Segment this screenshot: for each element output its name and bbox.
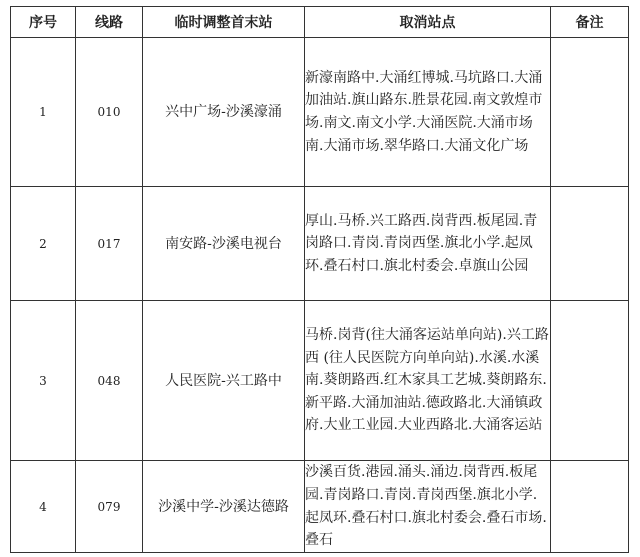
cell-no: 4 [11,461,76,553]
cell-cancelled-stops: 马桥.岗背(往大涌客运站单向站).兴工路西 (往人民医院方向单向站).水溪.水溪南.葵朗路西.红木家具工艺城.葵朗路东.新平路.大涌加油站.德政路北.大涌镇政府.大业工业园.大业西路北.大涌客运站 [305,301,551,461]
table-row [11,187,629,301]
cell-route: 010 [76,38,143,187]
cell-route: 048 [76,301,143,461]
route-adjustment-table [10,6,629,553]
header-cancelled-stops: 取消站点 [305,7,551,38]
cell-cancelled-stops: 沙溪百货.港园.涌头.涌边.岗背西.板尾园.青岗路口.青岗.青岗西堡.旗北小学.起凤环.叠石村口.旗北村委会.叠石市场.叠石 [305,461,551,553]
cell-route: 079 [76,461,143,553]
table-row [11,38,629,187]
cell-cancelled-stops: 厚山.马桥.兴工路西.岗背西.板尾园.青岗路口.青岗.青岗西堡.旗北小学.起凤环.叠石村口.旗北村委会.卓旗山公园 [305,187,551,301]
cell-remarks [551,187,629,301]
cell-remarks [551,301,629,461]
table-header-row [11,7,629,38]
cell-terminals: 南安路-沙溪电视台 [143,187,305,301]
header-remarks: 备注 [551,7,629,38]
cell-cancelled-stops: 新濠南路中.大涌红博城.马坑路口.大涌加油站.旗山路东.胜景花园.南文敦煌市场.南文.南文小学.大涌医院.大涌市场南.大涌市场.翠华路口.大涌文化广场 [305,38,551,187]
cell-no: 1 [11,38,76,187]
cell-no: 3 [11,301,76,461]
cell-terminals: 人民医院-兴工路中 [143,301,305,461]
header-no: 序号 [11,7,76,38]
cell-remarks [551,461,629,553]
table-row [11,301,629,461]
cell-terminals: 兴中广场-沙溪濠涌 [143,38,305,187]
cell-no: 2 [11,187,76,301]
cell-route: 017 [76,187,143,301]
cell-remarks [551,38,629,187]
header-route: 线路 [76,7,143,38]
cell-terminals: 沙溪中学-沙溪达德路 [143,461,305,553]
table-row [11,461,629,553]
header-terminals: 临时调整首末站 [143,7,305,38]
